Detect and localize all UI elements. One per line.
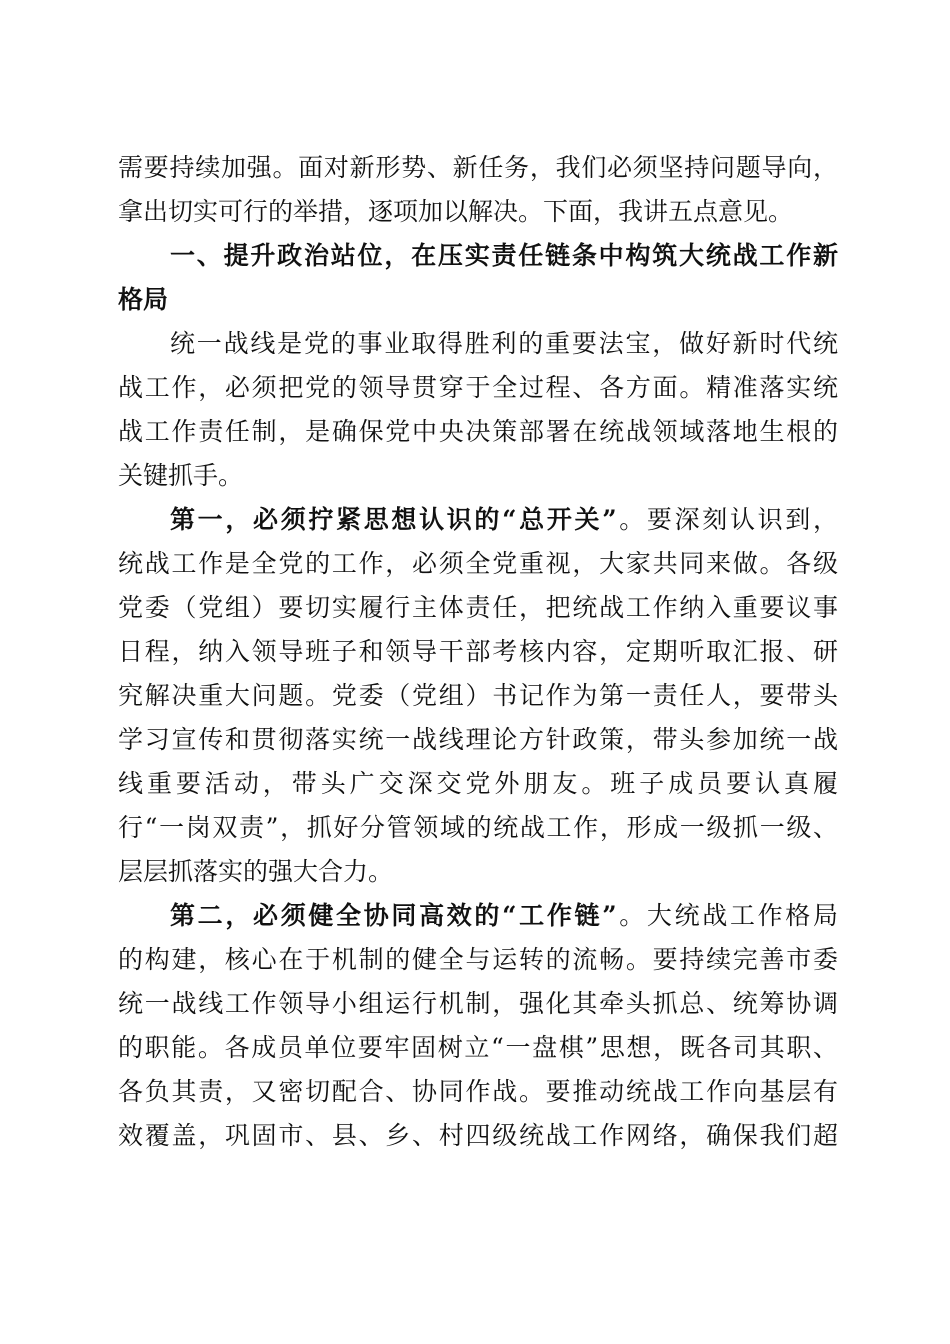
paragraph-line	[118, 586, 838, 630]
paragraph-line	[118, 938, 838, 982]
paragraph-line	[118, 498, 838, 542]
line-text: 线重要活动，带头广交深交党外朋友。班子成员要认真履	[118, 769, 838, 798]
paragraph-line	[118, 630, 838, 674]
paragraph-line	[118, 894, 838, 938]
line-text: 战工作，必须把党的领导贯穿于全过程、各方面。精准落实统	[118, 373, 838, 402]
line-text: 党委（党组）要切实履行主体责任，把统战工作纳入重要议事	[118, 593, 838, 622]
line-text: 的构建，核心在于机制的健全与运转的流畅。要持续完善市委	[118, 945, 838, 974]
paragraph-line	[118, 1026, 838, 1070]
line-text: 统一战线工作领导小组运行机制，强化其牵头抓总、统筹协调	[118, 989, 838, 1018]
line-text: 。大统战工作格局	[616, 901, 838, 930]
line-text: 各负其责，又密切配合、协同作战。要推动统战工作向基层有	[118, 1077, 838, 1106]
line-text: 学习宣传和贯彻落实统一战线理论方针政策，带头参加统一战	[118, 725, 838, 754]
paragraph-line	[118, 322, 838, 366]
line-text: 层层抓落实的强大合力。	[118, 857, 394, 886]
line-text: 效覆盖，巩固市、县、乡、村四级统战工作网络，确保我们超	[118, 1121, 838, 1150]
paragraph-line	[118, 366, 838, 410]
line-text: 拿出切实可行的举措，逐项加以解决。下面，我讲五点意见。	[118, 197, 794, 226]
line-text: 究解决重大问题。党委（党组）书记作为第一责任人，要带头	[118, 681, 838, 710]
section-heading-line	[118, 278, 838, 322]
paragraph-line	[118, 1070, 838, 1114]
line-text: 。要深刻认识到，	[616, 505, 838, 534]
paragraph-line	[118, 454, 838, 498]
line-text: 行“一岗双责”，抓好分管领域的统战工作，形成一级抓一级、	[118, 813, 838, 842]
line-text: 需要持续加强。面对新形势、新任务，我们必须坚持问题导向，	[118, 153, 838, 182]
line-text: 统战工作是全党的工作，必须全党重视，大家共同来做。各级	[118, 549, 838, 578]
paragraph-line	[118, 1114, 838, 1158]
document-page	[118, 146, 838, 1158]
paragraph-line	[118, 410, 838, 454]
paragraph-line	[118, 542, 838, 586]
line-text: 统一战线是党的事业取得胜利的重要法宝，做好新时代统	[170, 329, 838, 358]
paragraph-line	[118, 806, 838, 850]
paragraph-line	[118, 850, 838, 894]
line-text: 一、提升政治站位，在压实责任链条中构筑大统战工作新	[170, 241, 838, 270]
paragraph-line	[118, 146, 838, 190]
line-text: 战工作责任制，是确保党中央决策部署在统战领域落地生根的	[118, 417, 838, 446]
line-text: 格局	[118, 285, 169, 314]
line-text: 关键抓手。	[118, 461, 244, 490]
paragraph-lead-text: 第一，必须拧紧思想认识的“总开关”	[170, 505, 617, 534]
paragraph-line	[118, 762, 838, 806]
paragraph-line	[118, 982, 838, 1026]
paragraph-line	[118, 190, 838, 234]
line-text: 的职能。各成员单位要牢固树立“一盘棋”思想，既各司其职、	[118, 1033, 838, 1062]
line-text: 日程，纳入领导班子和领导干部考核内容，定期听取汇报、研	[118, 637, 838, 666]
paragraph-line	[118, 718, 838, 762]
paragraph-lead-text: 第二，必须健全协同高效的“工作链”	[170, 901, 617, 930]
section-heading-line	[118, 234, 838, 278]
paragraph-line	[118, 674, 838, 718]
